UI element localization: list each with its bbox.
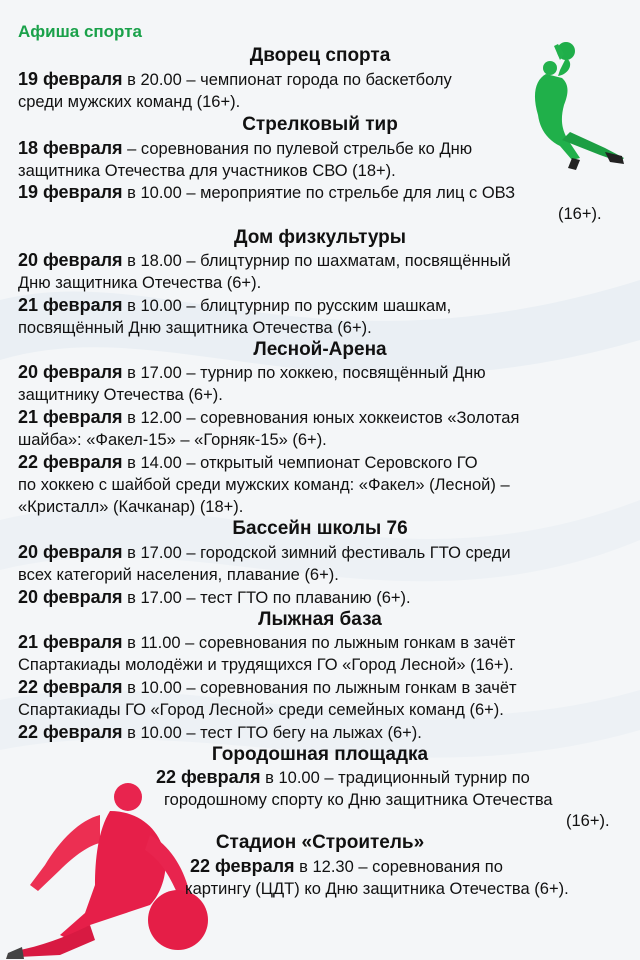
event-text: (16+). [566,812,610,830]
event-text: картингу (ЦДТ) ко Дню защитника Отечества (6+). [185,880,569,898]
event-date: 20 февраля [18,362,123,382]
venue-heading: Бассейн школы 76 [232,518,408,539]
event-text: в 10.00 – соревнования по лыжным гонкам в зачёт [122,679,517,697]
venue-heading: Дом физкультуры [233,227,407,248]
event-text: в 17.00 – тест ГТО по плаванию (6+). [122,589,411,607]
event-date: 22 февраля [156,767,261,787]
venue-heading: Лыжная база [258,609,382,630]
venue-heading: Лесной-Арена [253,339,387,360]
event-text: – соревнования по пулевой стрельбе ко Дню [122,140,473,158]
event-date: 22 февраля [18,722,123,742]
event-text: в 10.00 – тест ГТО бегу на лыжах (6+). [122,724,422,742]
event-item [18,406,519,451]
event-date: 20 февраля [18,587,123,607]
event-text: (16+). [558,205,602,223]
event-text: Спартакиады ГО «Город Лесной» среди семейных команд (6+). [18,701,504,719]
event-date: 18 февраля [18,138,123,158]
event-text: в 17.00 – турнир по хоккею, посвящённый Дню [122,364,486,382]
event-text: шайба»: «Факел-15» – «Горняк-15» (6+). [18,431,327,449]
event-item [18,294,451,339]
event-text: в 10.00 – традиционный турнир по [260,769,530,787]
event-item [18,68,452,113]
event-text: посвящённый Дню защитника Отечества (6+). [18,319,372,337]
event-text: в 18.00 – блицтурнир по шахматам, посвящённый [122,252,511,270]
event-item [18,721,422,744]
event-date: 21 февраля [18,295,123,315]
venue-heading: Городошная площадка [211,744,429,765]
event-item [156,766,553,811]
event-text: в 11.00 – соревнования по лыжным гонкам в зачёт [122,634,516,652]
event-text: всех категорий населения, плавание (6+). [18,566,339,584]
event-text: «Кристалл» (Качканар) (18+). [18,498,244,516]
event-item [18,541,511,586]
event-text: Дню защитника Отечества (6+). [18,274,262,292]
event-text: городошному спорту ко Дню защитника Отечества [164,791,553,809]
event-text: защитника Отечества для участников СВО (18+). [18,162,396,180]
event-item [18,137,472,182]
event-date: 20 февраля [18,542,123,562]
event-date: 19 февраля [18,182,123,202]
event-date: 22 февраля [18,452,123,472]
event-date: 20 февраля [18,250,123,270]
venue-heading: Дворец спорта [249,45,391,66]
event-item [18,586,411,609]
venue-heading: Стадион «Строитель» [215,832,425,853]
event-item [18,451,510,518]
event-item [18,181,515,204]
event-date: 21 февраля [18,407,123,427]
event-text: по хоккею с шайбой среди мужских команд: «Факел» (Лесной) – [18,476,510,494]
event-text: в 14.00 – открытый чемпионат Серовского ГО [122,454,478,472]
event-item [18,676,517,721]
event-date: 19 февраля [18,69,123,89]
event-item [18,631,515,676]
event-text: защитнику Отечества (6+). [18,386,223,404]
event-text: Спартакиады молодёжи и трудящихся ГО «Город Лесной» (16+). [18,656,514,674]
event-text: в 12.30 – соревнования по [294,858,503,876]
event-text: среди мужских команд (16+). [18,93,241,111]
event-text: в 20.00 – чемпионат города по баскетболу [122,71,452,89]
page-title: Афиша спорта [18,22,142,41]
event-date: 22 февраля [18,677,123,697]
event-text: в 10.00 – блицтурнир по русским шашкам, [122,297,452,315]
event-text: в 12.00 – соревнования юных хоккеистов «Золотая [122,409,520,427]
event-item [18,361,486,406]
event-item [18,249,511,294]
event-text: в 10.00 – мероприятие по стрельбе для лиц с ОВЗ [122,184,516,202]
event-text: в 17.00 – городской зимний фестиваль ГТО среди [122,544,511,562]
venue-heading: Стрелковый тир [242,114,398,135]
event-item [190,855,503,878]
event-date: 22 февраля [190,856,295,876]
event-date: 21 февраля [18,632,123,652]
